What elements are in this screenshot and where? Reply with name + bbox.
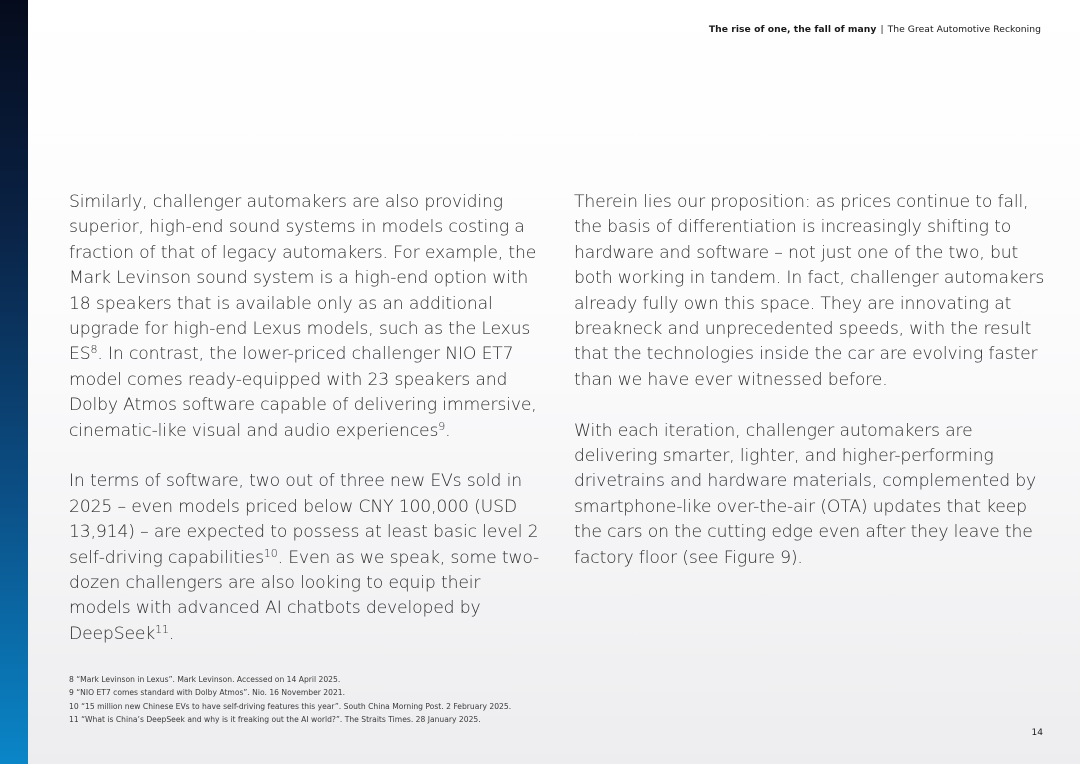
text-fragment: . Even as we speak, some two- (277, 547, 540, 568)
text-fragment: . In contrast, the lower-priced challenger NIO ET7 (97, 344, 514, 365)
text-line: breakneck and unprecedented speeds, with the result (574, 319, 1032, 340)
text-line: model comes ready-equipped with 23 speakers and (69, 369, 508, 390)
text-line: Mark Levinson sound system is a high-end option with (69, 268, 529, 289)
text-fragment: DeepSeek (69, 623, 156, 644)
page-number: 14 (1031, 728, 1043, 738)
text-line: In terms of software, two out of three new EVs sold in (69, 471, 522, 492)
text-line: than we have ever witnessed before. (574, 369, 888, 390)
text-line: the cars on the cutting edge even after they leave the (574, 522, 1033, 543)
paragraph-proposition (574, 190, 1044, 393)
running-header (709, 24, 1041, 35)
header-separator: | (880, 24, 884, 35)
header-title: The rise of one, the fall of many (708, 24, 877, 35)
footnote-ref: 10 (263, 546, 278, 560)
footnote-8: 8 “Mark Levinson in Lexus”. Mark Levinson. Accessed on 14 April 2025. (69, 675, 341, 684)
text-line: delivering smarter, lighter, and higher-performing (574, 446, 994, 467)
footnote-10: 10 “15 million new Chinese EVs to have self-driving features this year”. South China Morning Post. 2 February 2025. (69, 701, 512, 711)
text-fragment: . (168, 623, 175, 644)
paragraph-software (69, 469, 539, 647)
text-line: that the technologies inside the car are evolving faster (574, 344, 1038, 365)
text-line: 13,914) – are expected to possess at least basic level 2 (69, 522, 539, 543)
text-line: upgrade for high-end Lexus models, such as the Lexus (69, 319, 531, 340)
text-fragment: ES (69, 344, 91, 365)
text-line: factory floor (see Figure 9). (574, 547, 803, 568)
footnote-ref: 9 (438, 419, 446, 433)
text-line: 2025 – even models priced below CNY 100,000 (USD (69, 496, 517, 517)
text-line (69, 419, 539, 444)
header-subtitle: The Great Automotive Reckoning (887, 24, 1041, 35)
text-line: drivetrains and hardware materials, complemented by (574, 471, 1037, 492)
left-column (69, 190, 539, 647)
text-line: dozen challengers are also looking to equip their (69, 573, 481, 594)
paragraph-sound-systems (69, 190, 539, 444)
footnotes (69, 673, 511, 727)
text-fragment: . (445, 420, 451, 441)
text-line (69, 622, 539, 647)
paragraph-iteration (574, 419, 1044, 571)
text-line: superior, high-end sound systems in models costing a (69, 217, 525, 238)
text-line: Dolby Atmos software capable of delivering immersive, (69, 395, 537, 416)
footnote-9: 9 “NIO ET7 comes standard with Dolby Atmos”. Nio. 16 November 2021. (69, 688, 346, 698)
text-line: the basis of differentiation is increasingly shifting to (574, 217, 1012, 238)
text-line: hardware and software – not just one of the two, but (574, 242, 1019, 263)
text-line: Therein lies our proposition: as prices continue to fall, (574, 192, 1029, 212)
text-line: Similarly, challenger automakers are also providing (69, 192, 503, 212)
footnote-ref: 11 (155, 622, 169, 636)
text-line: 18 speakers that is available only as an additional (69, 293, 493, 314)
text-line: smartphone-like over-the-air (OTA) updates that keep (574, 496, 1027, 517)
text-fragment: self-driving capabilities (69, 547, 264, 568)
text-fragment: cinematic-like visual and audio experiences (69, 420, 439, 441)
text-line: With each iteration, challenger automakers are (574, 420, 973, 441)
text-line: already fully own this space. They are innovating at (574, 293, 1012, 314)
footnote-11: 11 “What is China’s DeepSeek and why is it freaking out the AI world?”. The Straits Times. 28 January 2025. (69, 715, 481, 725)
right-column (574, 190, 1044, 571)
decorative-side-bar (0, 0, 28, 764)
text-line (69, 546, 539, 571)
text-line: fraction of that of legacy automakers. For example, the (69, 242, 537, 263)
text-line: both working in tandem. In fact, challenger automakers (574, 268, 1045, 289)
text-line (69, 342, 539, 367)
footnote-ref: 8 (90, 343, 98, 357)
text-line: models with advanced AI chatbots developed by (69, 598, 481, 619)
